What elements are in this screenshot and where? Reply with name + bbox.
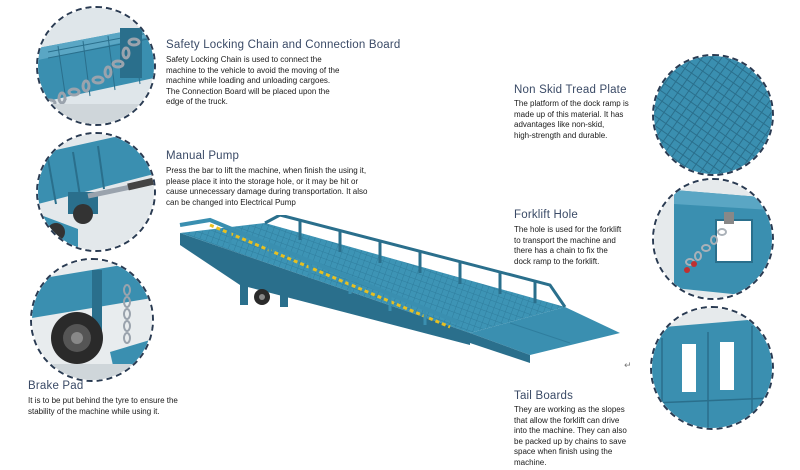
chain-title: Safety Locking Chain and Connection Board [166, 39, 401, 51]
pump-description: Press the bar to lift the machine, when finish the using it, please place it into the storage hole, or it may be hit or cause unnecessary damage during transportation. It also can be changed into Electrical Pump [166, 166, 368, 207]
paragraph-mark: ↵ [624, 360, 632, 370]
chain-description: Safety Locking Chain is used to connect the machine to the vehicle to avoid the moving of the machine while loading and unloading cargoes. The Connection Board will be placed upon the edge of the truck. [166, 55, 340, 107]
forklift-hole-detail-image [652, 178, 774, 300]
brake-pad-detail-image [30, 258, 154, 382]
pump-detail-image [36, 132, 156, 252]
chain-detail-image [36, 6, 156, 126]
forklift-title: Forklift Hole [514, 209, 578, 221]
tread-description: The platform of the dock ramp is made up of this material. It has advantages like non-skid, high-strength and durable. [514, 99, 629, 140]
tail-boards-description: They are working as the slopes that allow the forklift can drive into the machine. They can also be packed up by chains to save space when finish using the machine. [514, 405, 627, 467]
tail-boards-detail-image [650, 306, 774, 430]
brake-title: Brake Pad [28, 380, 84, 392]
tread-title: Non Skid Tread Plate [514, 84, 627, 96]
tread-plate-detail-image [652, 54, 774, 176]
brake-description: It is to be put behind the tyre to ensure the stability of the machine while using it. [28, 396, 178, 416]
dock-ramp-illustration [170, 215, 630, 370]
pump-title: Manual Pump [166, 150, 240, 162]
forklift-description: The hole is used for the forklift to transport the machine and there has a chain to fix the dock ramp to the forklift. [514, 225, 622, 266]
tail-boards-title: Tail Boards [514, 390, 574, 402]
